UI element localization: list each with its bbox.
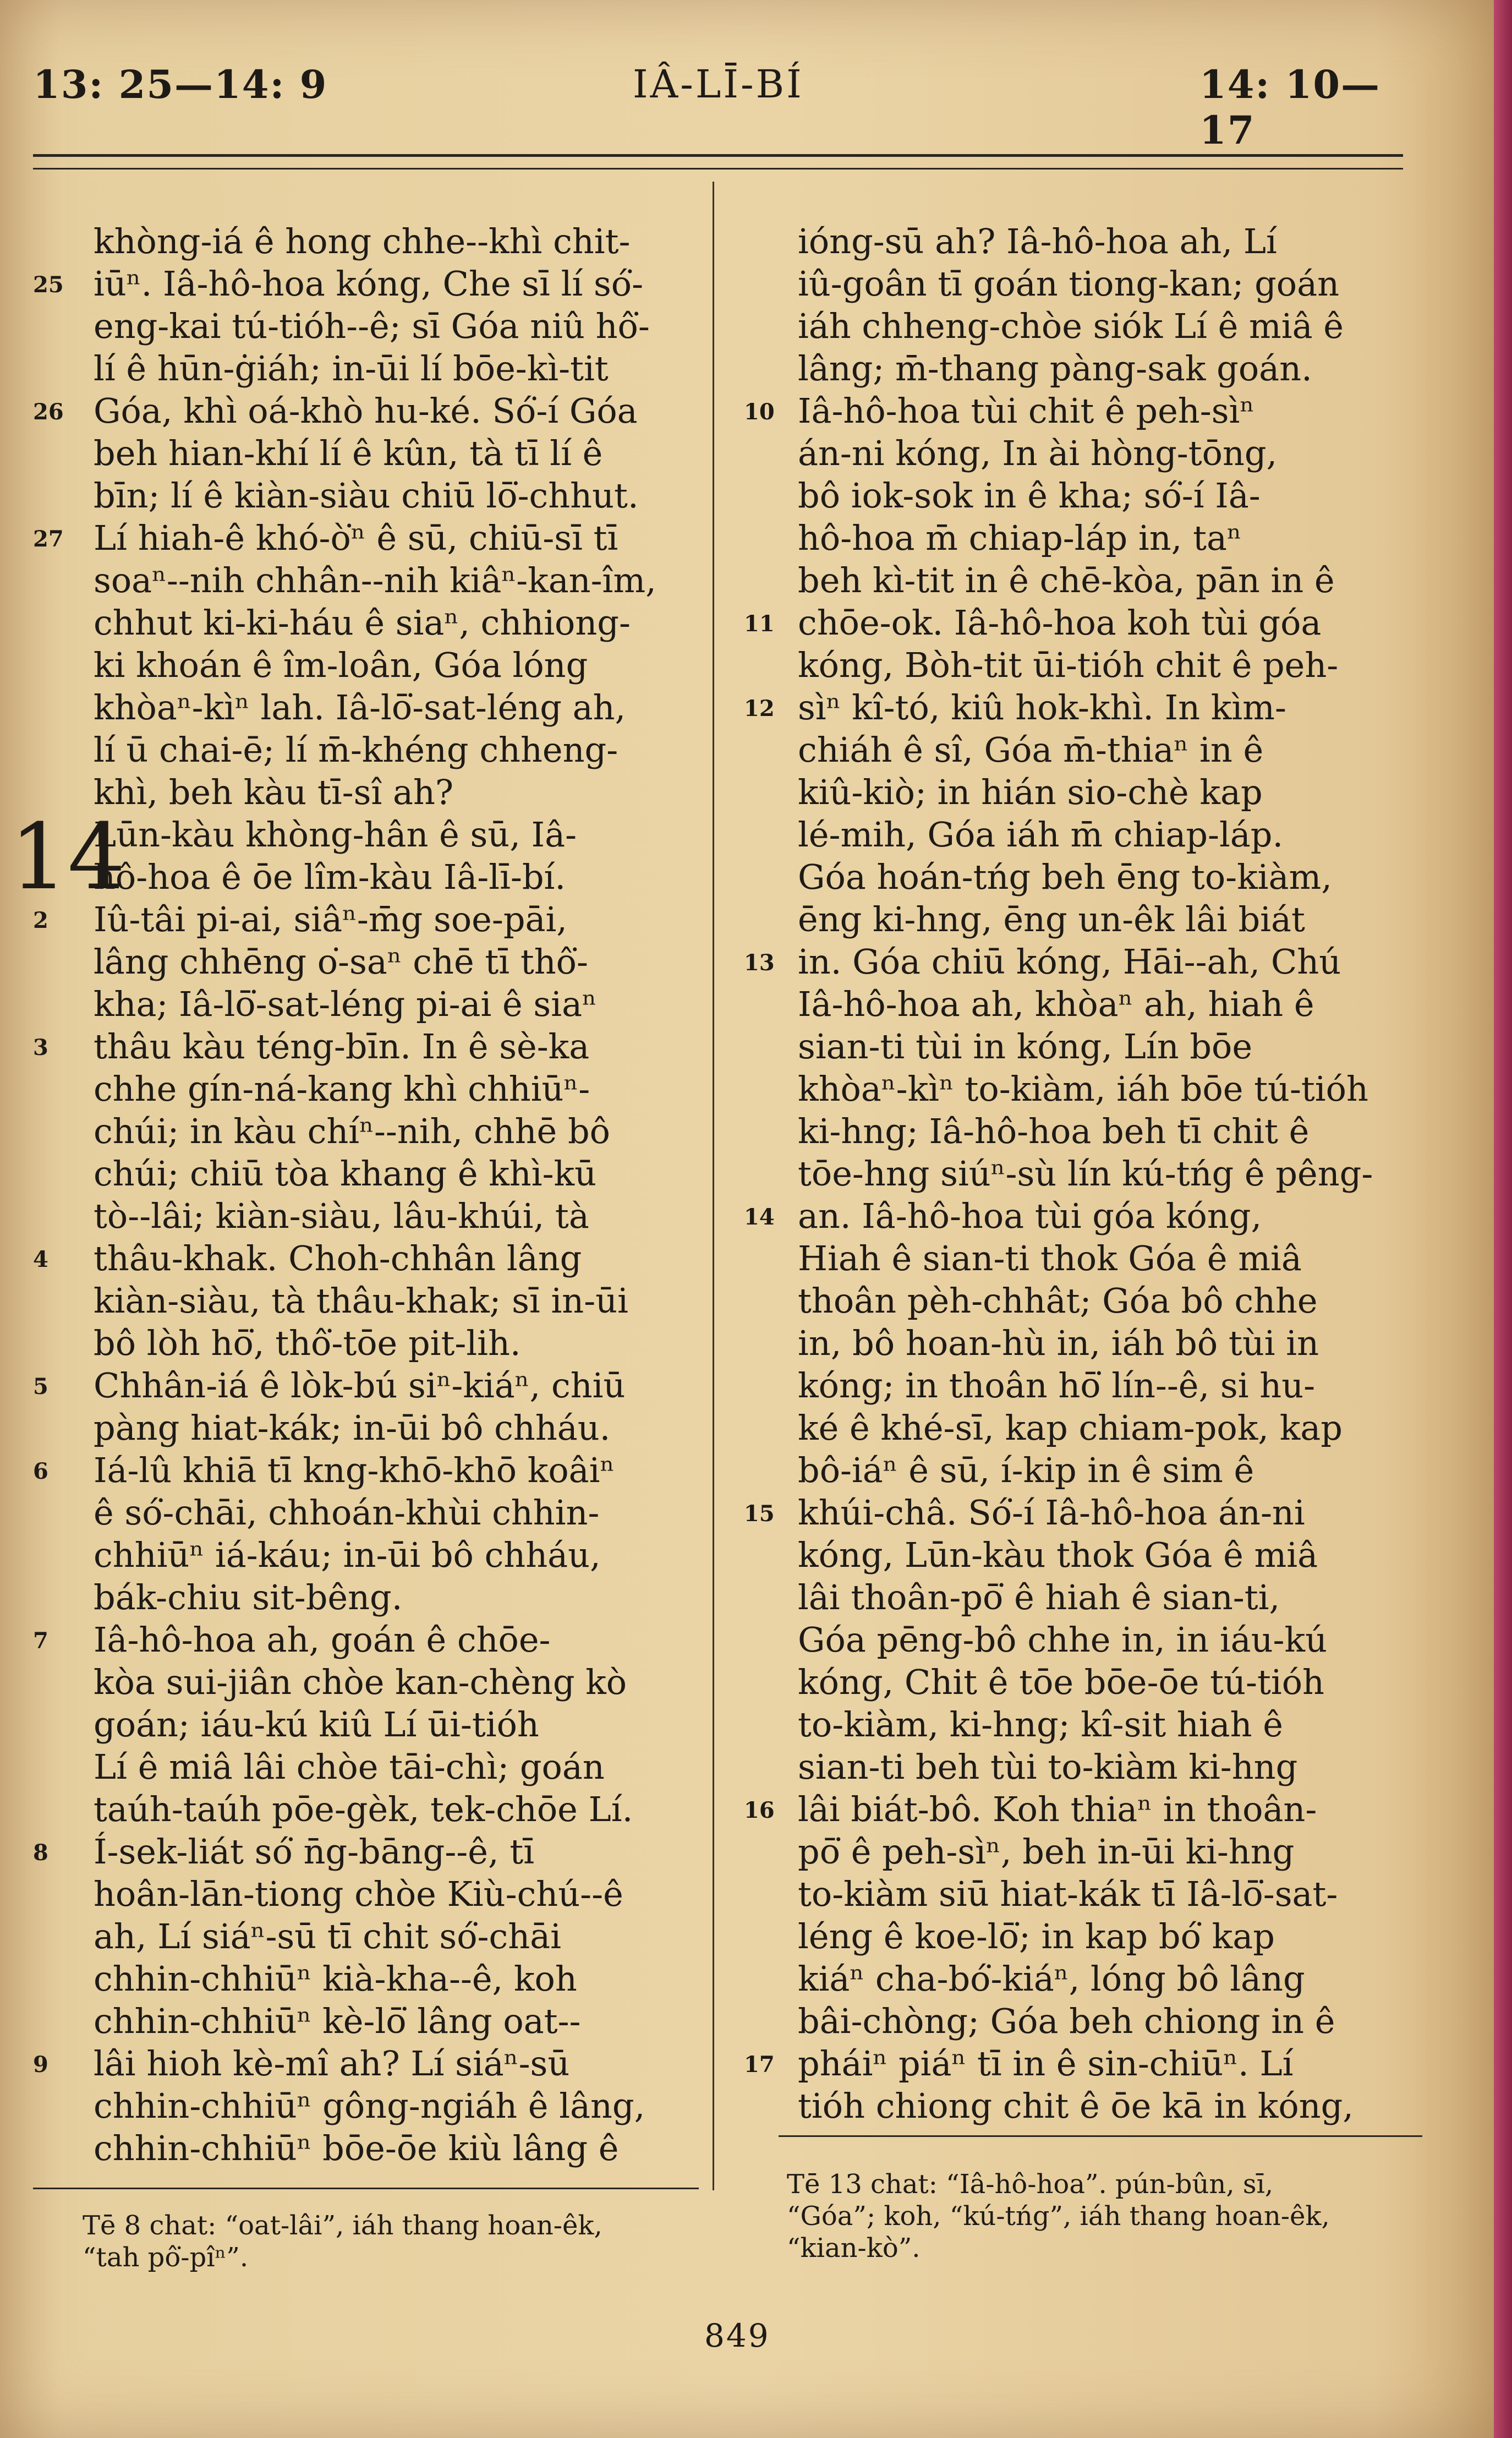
line-text: bô iok-sok in ê kha; só͘-í Iâ- [798,475,1261,516]
footnote-rule-right [779,2135,1422,2137]
text-line [737,2042,1431,2085]
line-text: iūⁿ. Iâ-hô-hoa kóng, Che sī lí só͘- [94,264,644,304]
text-line [33,263,699,305]
line-text: beh hian-khí lí ê kûn, tà tī lí ê [94,433,603,473]
line-text: Lí ê miâ lâi chòe tāi-chì; goán [94,1747,605,1787]
line-text: Góa hoán-tńg beh ēng to-kiàm, [798,857,1332,897]
line-text: to-kiàm, ki-hng; kî-sit hiah ê [798,1704,1283,1745]
line-text: Iâ-hô-hoa tùi chit ê peh-sìⁿ [798,391,1255,431]
text-line [33,1152,699,1195]
text-line [737,220,1431,263]
line-text: ēng ki-hng, ēng un-êk lâi biát [798,899,1305,939]
line-text: chiáh ê sî, Góa m̄-thiaⁿ in ê [798,730,1264,770]
line-text: sìⁿ kî-tó, kiû hok-khì. In kìm- [798,687,1286,728]
line-text: kiû-kiò; in hián sio-chè kap [798,772,1263,812]
text-line [33,1068,699,1110]
line-text: léng ê koe-lō͘; in kap bó͘ kap [798,1916,1275,1956]
line-text: bâi-chòng; Góa beh chiong in ê [798,2001,1335,2041]
text-line [737,1873,1431,1915]
text-line [737,1110,1431,1152]
line-text: lâng; m̄-thang pàng-sak goán. [798,348,1312,389]
text-line [737,686,1431,729]
text-line [737,1407,1431,1449]
line-text: án-ni kóng, In ài hòng-tōng, [798,433,1278,473]
text-line [33,2085,699,2127]
footnote-line: “Góa”; koh, “kú-tńg”, iáh thang hoan-êk, [787,2201,1330,2232]
line-text: lâi hioh kè-mî ah? Lí siáⁿ-sū [94,2043,570,2084]
line-text: khòng-iá ê hong chhe--khì chit- [94,221,631,261]
line-text: chhiūⁿ iá-káu; in-ūi bô chháu, [94,1535,601,1575]
text-line [33,1025,699,1068]
text-line [737,1830,1431,1873]
text-line [33,2127,699,2169]
text-line [737,1152,1431,1195]
text-line [33,1703,699,1746]
footnote-right [787,2168,1447,2264]
line-text: kóng; in thoân hō͘ lín--ê, si hu- [798,1365,1316,1406]
verse-number: 6 [33,1458,48,1484]
line-text: ki khoán ê îm-loân, Góa lóng [94,645,588,685]
header-right-reference: 14: 10—17 [1199,62,1381,153]
text-line [737,1068,1431,1110]
header-book-title: IÂ-LĪ-BÍ [633,62,804,107]
line-text: pàng hiat-kák; in-ūi bô chháu. [94,1408,611,1448]
text-line [737,1280,1431,1322]
line-text: lâi biát-bô. Koh thiaⁿ in thoân- [798,1789,1317,1829]
text-line [33,1534,699,1576]
line-text: khúi-châ. Só͘-í Iâ-hô-hoa án-ni [798,1493,1305,1533]
line-text: ah, Lí siáⁿ-sū tī chit só͘-chāi [94,1916,561,1956]
chapter-number: 14 [10,804,125,910]
text-line [737,305,1431,347]
line-text: iáh chheng-chòe siók Lí ê miâ ê [798,306,1344,346]
line-text: kóng, Bòh-tit ūi-tióh chit ê peh- [798,645,1339,685]
text-line [737,1915,1431,1958]
text-line [737,517,1431,559]
verse-number: 16 [744,1797,775,1823]
line-text: lâi thoân-pō͘ ê hiah ê sian-ti, [798,1577,1280,1617]
text-line [737,602,1431,644]
text-line [737,1491,1431,1534]
line-text: an. Iâ-hô-hoa tùi góa kóng, [798,1196,1262,1236]
text-line [33,1449,699,1491]
text-line [33,1322,699,1364]
line-text: lí ê hūn-ġiáh; in-ūi lí bōe-kì-tit [94,348,609,389]
line-text: Lūn-kàu khòng-hân ê sū, Iâ- [94,815,577,855]
text-line [33,983,699,1025]
footnote-left [83,2210,715,2273]
verse-number: 14 [744,1204,775,1230]
text-line [33,729,699,771]
verse-number: 8 [33,1840,48,1866]
text-line [737,1788,1431,1830]
text-line [33,1958,699,2000]
text-line [737,983,1431,1025]
text-line [737,898,1431,941]
text-line [33,1364,699,1407]
line-text: Hiah ê sian-ti thok Góa ê miâ [798,1238,1302,1278]
verse-number: 10 [744,399,775,425]
text-line [33,1195,699,1237]
text-line [33,517,699,559]
line-text: chhin-chhiūⁿ gông-ngiáh ê lâng, [94,2086,645,2126]
line-text: kóng, Chit ê tōe bōe-ōe tú-tióh [798,1662,1324,1702]
text-line [737,1449,1431,1491]
text-line [737,263,1431,305]
line-text: taúh-taúh pōe-gèk, tek-chōe Lí. [94,1789,633,1829]
text-line [737,1237,1431,1280]
text-line [33,644,699,686]
verse-number: 11 [744,611,775,637]
verse-number: 9 [33,2052,48,2078]
line-text: Iá-lû khiā tī kng-khō-khō koâiⁿ [94,1450,615,1490]
line-text: pháiⁿ piáⁿ tī in ê sin-chiūⁿ. Lí [798,2043,1294,2084]
footnote-line: “tah pô͘-pîⁿ”. [83,2242,249,2273]
line-text: hô-hoa ê ōe lîm-kàu Iâ-lī-bí. [94,857,566,897]
line-text: kiáⁿ cha-bó͘-kiáⁿ, lóng bô lâng [798,1959,1305,1999]
verse-number: 15 [744,1501,775,1527]
text-line [33,390,699,432]
text-line [33,1830,699,1873]
line-text: chúi; in kàu chíⁿ--nih, chhē bô [94,1111,610,1151]
line-text: chōe-ok. Iâ-hô-hoa koh tùi góa [798,603,1322,643]
verse-number: 17 [744,2052,775,2078]
text-line [737,2085,1431,2127]
line-text: Góa, khì oá-khò hu-ké. Só͘-í Góa [94,391,638,431]
verse-number: 25 [33,272,64,298]
verse-number: 3 [33,1035,48,1061]
text-line [737,1195,1431,1237]
header-rule [33,154,1403,157]
line-text: bô lòh hō͘, thô͘-tōe pit-lih. [94,1323,521,1363]
line-text: Iâ-hô-hoa ah, khòaⁿ ah, hiah ê [798,984,1314,1024]
text-line [737,1025,1431,1068]
line-text: ióng-sū ah? Iâ-hô-hoa ah, Lí [798,221,1277,261]
text-line [33,2000,699,2042]
line-text: to-kiàm siū hiat-kák tī Iâ-lō͘-sat- [798,1874,1338,1914]
verse-number: 27 [33,526,64,552]
line-text: lé-mih, Góa iáh m̄ chiap-láp. [798,815,1284,855]
text-line [33,305,699,347]
text-line [737,390,1431,432]
text-line [737,856,1431,898]
line-text: in, bô hoan-hù in, iáh bô tùi in [798,1323,1319,1363]
text-line [33,1110,699,1152]
text-line [737,1958,1431,2000]
text-line [33,1873,699,1915]
line-text: chhe gín-ná-kang khì chhiūⁿ- [94,1069,590,1109]
line-text: chhut ki-ki-háu ê siaⁿ, chhiong- [94,603,631,643]
text-line [737,1661,1431,1703]
line-text: Góa pēng-bô chhe in, in iáu-kú [798,1620,1327,1660]
page-number: 849 [704,2317,770,2354]
line-text: tióh chiong chit ê ōe kā in kóng, [798,2086,1354,2126]
text-line [737,644,1431,686]
line-text: thâu kàu téng-bīn. In ê sè-ka [94,1026,590,1067]
text-line [33,771,699,813]
footnote-line: Tē 13 chat: “Iâ-hô-hoa”. pún-bûn, sī, [787,2169,1274,2200]
text-line [33,1237,699,1280]
text-line [33,432,699,474]
text-line [33,856,699,898]
line-text: bák-chiu sit-bêng. [94,1577,403,1617]
verse-number: 13 [744,950,775,976]
line-text: chhin-chhiūⁿ bōe-ōe kiù lâng ê [94,2128,619,2168]
text-line [737,347,1431,390]
line-text: soaⁿ--nih chhân--nih kiâⁿ-kan-îm, [94,560,656,600]
text-line [33,1661,699,1703]
text-line [33,559,699,602]
text-line [737,729,1431,771]
line-text: ké ê khé-sī, kap chiam-pok, kap [798,1408,1343,1448]
text-line [737,1576,1431,1619]
text-line [737,1746,1431,1788]
line-text: tōe-hng siúⁿ-sù lín kú-tńg ê pêng- [798,1154,1373,1194]
verse-number: 4 [33,1247,48,1272]
line-text: kòa sui-jiân chòe kan-chèng kò [94,1662,627,1702]
footnote-rule-left [33,2188,699,2189]
left-column [33,220,699,2169]
line-text: chúi; chiū tòa khang ê khì-kū [94,1154,597,1194]
text-line [737,1364,1431,1407]
running-header [33,62,1398,153]
line-text: eng-kai tú-tióh--ê; sī Góa niû hô͘- [94,306,650,346]
text-line [33,220,699,263]
text-line [737,813,1431,856]
header-left-reference: 13: 25—14: 9 [33,62,328,107]
text-line [737,474,1431,517]
line-text: chhin-chhiūⁿ kià-kha--ê, koh [94,1959,577,1999]
line-text: goán; iáu-kú kiû Lí ūi-tióh [94,1704,539,1745]
text-line [737,771,1431,813]
line-text: hoân-lān-tiong chòe Kiù-chú--ê [94,1874,623,1914]
verse-number: 7 [33,1628,48,1654]
footnote-line: Tē 8 chat: “oat-lâi”, iáh thang hoan-êk, [83,2210,602,2241]
line-text: Í-sek-liát só͘ n̄g-bāng--ê, tī [94,1832,535,1872]
line-text: chhin-chhiūⁿ kè-lō͘ lâng oat-- [94,2001,581,2041]
line-text: khòaⁿ-kìⁿ to-kiàm, iáh bōe tú-tióh [798,1069,1368,1109]
text-line [33,474,699,517]
line-text: beh kì-tit in ê chē-kòa, pān in ê [798,560,1335,600]
line-text: sian-ti tùi in kóng, Lín bōe [798,1026,1253,1067]
line-text: Iû-tâi pi-ai, siâⁿ-m̄g soe-pāi, [94,899,568,939]
text-line [737,559,1431,602]
line-text: Chhân-iá ê lòk-bú siⁿ-kiáⁿ, chiū [94,1365,626,1406]
text-line [33,941,699,983]
text-line [737,2000,1431,2042]
line-text: khòaⁿ-kìⁿ lah. Iâ-lō͘-sat-léng ah, [94,687,626,728]
text-line [33,2042,699,2085]
text-line [33,813,699,856]
line-text: in. Góa chiū kóng, Hāi--ah, Chú [798,942,1341,982]
line-text: iû-goân tī goán tiong-kan; goán [798,264,1340,304]
verse-number: 12 [744,696,775,721]
column-divider [713,182,714,2190]
line-text: Iâ-hô-hoa ah, goán ê chōe- [94,1620,551,1660]
line-text: lâng chhēng o͘-saⁿ chē tī thô͘- [94,942,588,982]
text-line [33,1491,699,1534]
text-line [33,686,699,729]
text-line [33,602,699,644]
text-line [33,1746,699,1788]
text-line [737,1534,1431,1576]
verse-number: 5 [33,1374,48,1400]
line-text: bīn; lí ê kiàn-siàu chiū lō͘-chhut. [94,475,639,516]
text-line [737,1619,1431,1661]
line-text: tò--lâi; kiàn-siàu, lâu-khúi, tà [94,1196,589,1236]
text-line [737,941,1431,983]
text-line [33,1407,699,1449]
line-text: lí ū chai-ē; lí m̄-khéng chheng- [94,730,618,770]
line-text: bô-iáⁿ ê sū, í-kip in ê sim ê [798,1450,1254,1490]
line-text: ki-hng; Iâ-hô-hoa beh tī chit ê [798,1111,1310,1151]
text-line [737,1703,1431,1746]
line-text: sian-ti beh tùi to-kiàm ki-hng [798,1747,1298,1787]
line-text: ê só͘-chāi, chhoán-khùi chhin- [94,1493,600,1533]
line-text: khì, beh kàu tī-sî ah? [94,772,454,812]
line-text: kiàn-siàu, tà thâu-khak; sī in-ūi [94,1281,628,1321]
line-text: hô-hoa m̄ chiap-láp in, taⁿ [798,518,1242,558]
text-line [33,1280,699,1322]
text-line [33,1619,699,1661]
verse-number: 2 [33,908,48,933]
text-line [737,432,1431,474]
line-text: pō͘ ê peh-sìⁿ, beh in-ūi ki-hng [798,1832,1295,1872]
footnote-line: “kian-kò”. [787,2233,921,2264]
page-edge [1494,0,1512,2438]
right-column [737,220,1431,2127]
line-text: kha; Iâ-lō͘-sat-léng pi-ai ê siaⁿ [94,984,597,1024]
text-line [33,898,699,941]
text-line [33,1576,699,1619]
line-text: kóng, Lūn-kàu thok Góa ê miâ [798,1535,1318,1575]
text-line [33,1788,699,1830]
header-rule-thin [33,168,1403,170]
line-text: thoân pèh-chhât; Góa bô chhe [798,1281,1318,1321]
text-line [33,1915,699,1958]
line-text: Lí hiah-ê khó-ò͘ⁿ ê sū, chiū-sī tī [94,518,618,558]
verse-number: 26 [33,399,64,425]
text-line [33,347,699,390]
text-line [737,1322,1431,1364]
line-text: thâu-khak. Choh-chhân lâng [94,1238,582,1278]
